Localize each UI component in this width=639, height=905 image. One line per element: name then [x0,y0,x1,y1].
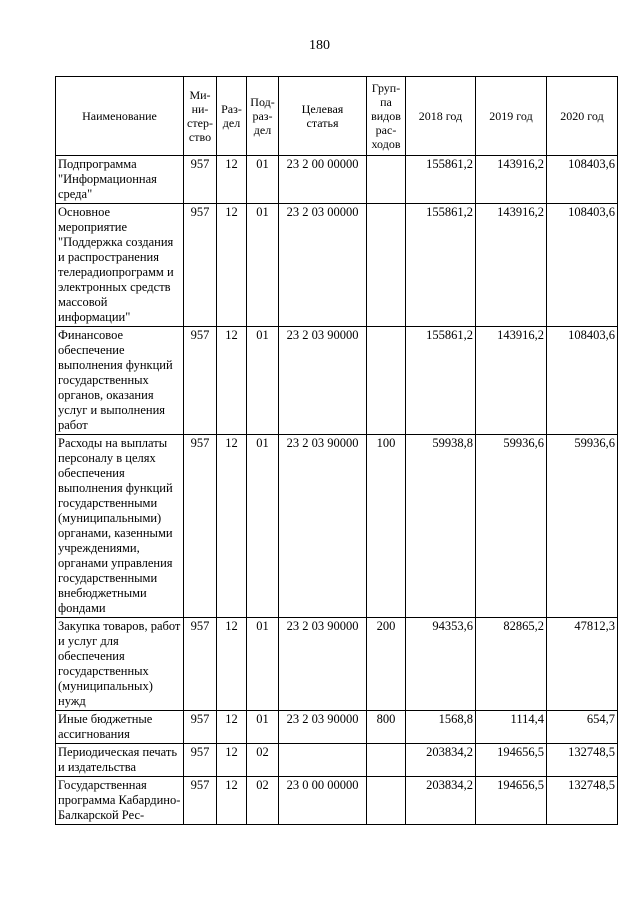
row-subsection: 01 [247,711,279,744]
row-2020: 108403,6 [547,204,618,327]
row-section: 12 [217,435,247,618]
row-group: 200 [367,618,406,711]
row-2019: 143916,2 [476,156,547,204]
table-header-row [56,77,618,156]
table-row [56,711,618,744]
header-2020: 2020 год [547,77,618,156]
row-name: Закупка товаров, работ и услуг для обеспечения государственных (муниципальных) нужд [56,618,184,711]
row-2019: 194656,5 [476,777,547,825]
row-group [367,744,406,777]
row-section: 12 [217,777,247,825]
row-name: Расходы на выплаты персоналу в целях обеспечения выполнения функций государственными (муниципальными) органами, казенными учреждениями, органами управления государственными внебюджетными фондами [56,435,184,618]
table-row [56,777,618,825]
row-target: 23 2 03 90000 [279,618,367,711]
row-2018: 155861,2 [406,327,476,435]
table-row [56,618,618,711]
row-group [367,777,406,825]
row-ministry: 957 [184,435,217,618]
header-2018: 2018 год [406,77,476,156]
budget-table [55,76,618,825]
row-subsection: 01 [247,435,279,618]
row-2020: 59936,6 [547,435,618,618]
table-row [56,327,618,435]
row-2020: 108403,6 [547,156,618,204]
row-group [367,156,406,204]
row-2020: 47812,3 [547,618,618,711]
row-2018: 203834,2 [406,777,476,825]
row-ministry: 957 [184,156,217,204]
row-2018: 59938,8 [406,435,476,618]
table-row [56,156,618,204]
header-group: Груп- па видов рас- ходов [367,77,406,156]
row-ministry: 957 [184,327,217,435]
row-name: Подпрограмма "Информационная среда" [56,156,184,204]
row-ministry: 957 [184,204,217,327]
row-section: 12 [217,156,247,204]
row-2020: 132748,5 [547,744,618,777]
header-target: Целевая статья [279,77,367,156]
row-2020: 654,7 [547,711,618,744]
row-2018: 203834,2 [406,744,476,777]
row-ministry: 957 [184,777,217,825]
row-2019: 1114,4 [476,711,547,744]
row-target [279,744,367,777]
header-section: Раз- дел [217,77,247,156]
row-section: 12 [217,711,247,744]
row-target: 23 2 03 90000 [279,435,367,618]
row-name: Иные бюджетные ассигнования [56,711,184,744]
row-2019: 194656,5 [476,744,547,777]
row-subsection: 02 [247,744,279,777]
row-2018: 155861,2 [406,204,476,327]
row-2019: 82865,2 [476,618,547,711]
row-target: 23 0 00 00000 [279,777,367,825]
row-name: Финансовое обеспечение выполнения функций государственных органов, оказания услуг и выполнения работ [56,327,184,435]
row-name: Государственная программа Кабардино-Балкарской Рес- [56,777,184,825]
row-2019: 143916,2 [476,204,547,327]
row-2018: 94353,6 [406,618,476,711]
header-ministry: Ми- ни- стер- ство [184,77,217,156]
table-row [56,435,618,618]
row-subsection: 01 [247,327,279,435]
row-subsection: 01 [247,204,279,327]
row-subsection: 02 [247,777,279,825]
header-2019: 2019 год [476,77,547,156]
row-name: Основное мероприятие "Поддержка создания и распространения телерадиопрограмм и электронных средств массовой информации" [56,204,184,327]
table-row [56,204,618,327]
row-group [367,204,406,327]
row-subsection: 01 [247,618,279,711]
page-number: 180 [309,38,330,53]
header-name: Наименование [56,77,184,156]
row-target: 23 2 03 90000 [279,711,367,744]
row-ministry: 957 [184,744,217,777]
row-2018: 155861,2 [406,156,476,204]
row-section: 12 [217,327,247,435]
table-row [56,744,618,777]
row-section: 12 [217,204,247,327]
row-section: 12 [217,618,247,711]
row-ministry: 957 [184,711,217,744]
row-ministry: 957 [184,618,217,711]
row-target: 23 2 00 00000 [279,156,367,204]
row-target: 23 2 03 00000 [279,204,367,327]
row-2018: 1568,8 [406,711,476,744]
row-subsection: 01 [247,156,279,204]
row-2020: 132748,5 [547,777,618,825]
row-target: 23 2 03 90000 [279,327,367,435]
row-group: 100 [367,435,406,618]
row-group: 800 [367,711,406,744]
row-2019: 143916,2 [476,327,547,435]
row-group [367,327,406,435]
header-subsection: Под- раз- дел [247,77,279,156]
row-section: 12 [217,744,247,777]
row-2020: 108403,6 [547,327,618,435]
row-2019: 59936,6 [476,435,547,618]
row-name: Периодическая печать и издательства [56,744,184,777]
